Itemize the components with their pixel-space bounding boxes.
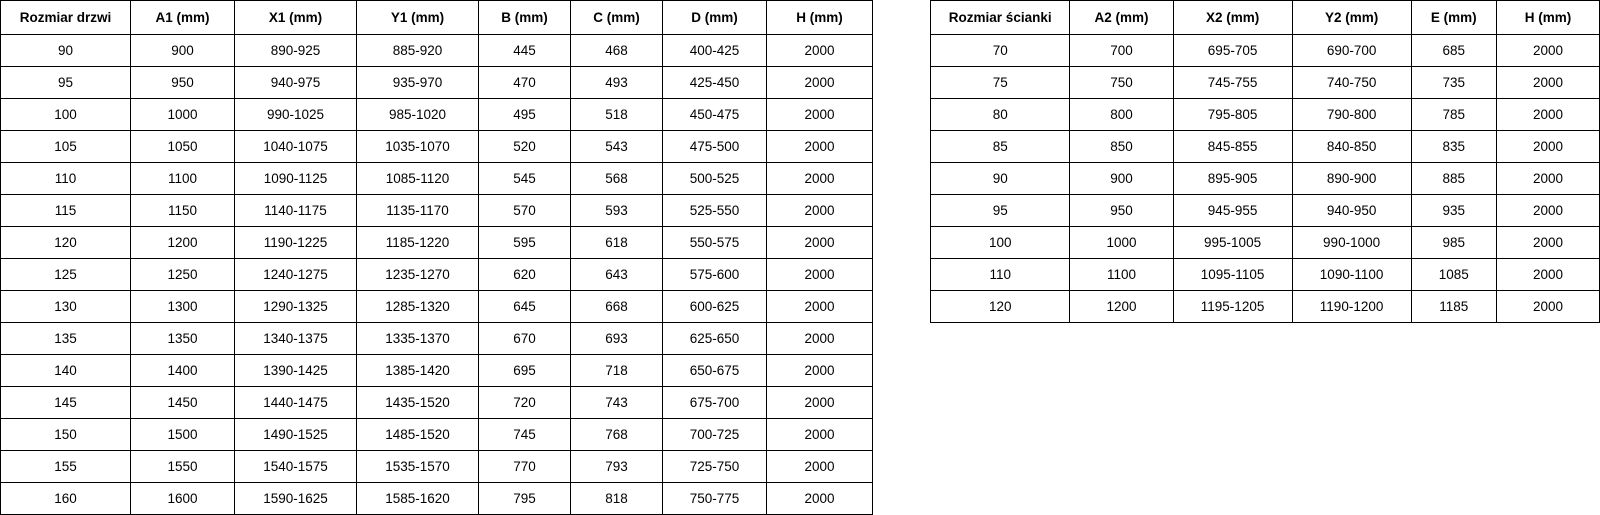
doors-column-header: D (mm) — [663, 1, 767, 35]
table-row — [1, 291, 873, 323]
table-cell: 1040-1075 — [235, 131, 357, 163]
table-cell: 835 — [1411, 131, 1496, 163]
table-row — [1, 387, 873, 419]
walls-column-header: H (mm) — [1496, 1, 1599, 35]
table-cell: 570 — [479, 195, 571, 227]
table-cell: 845-855 — [1173, 131, 1292, 163]
table-row — [931, 291, 1600, 323]
table-cell: 500-525 — [663, 163, 767, 195]
table-cell: 1235-1270 — [357, 259, 479, 291]
table-cell: 593 — [571, 195, 663, 227]
table-cell: 1150 — [131, 195, 235, 227]
table-cell: 670 — [479, 323, 571, 355]
table-cell: 1240-1275 — [235, 259, 357, 291]
table-cell: 750-775 — [663, 483, 767, 515]
table-row — [1, 35, 873, 67]
table-cell: 1095-1105 — [1173, 259, 1292, 291]
table-cell: 690-700 — [1292, 35, 1411, 67]
table-row — [931, 259, 1600, 291]
table-cell: 620 — [479, 259, 571, 291]
table-cell: 1035-1070 — [357, 131, 479, 163]
walls-column-header: Y2 (mm) — [1292, 1, 1411, 35]
table-cell: 685 — [1411, 35, 1496, 67]
table-cell: 600-625 — [663, 291, 767, 323]
table-cell: 1440-1475 — [235, 387, 357, 419]
table-row — [1, 99, 873, 131]
table-row — [1, 451, 873, 483]
table-cell: 1435-1520 — [357, 387, 479, 419]
walls-column-header: Rozmiar ścianki — [931, 1, 1070, 35]
table-cell: 770 — [479, 451, 571, 483]
table-cell: 568 — [571, 163, 663, 195]
table-cell: 740-750 — [1292, 67, 1411, 99]
table-cell: 155 — [1, 451, 131, 483]
table-cell: 1050 — [131, 131, 235, 163]
table-cell: 1385-1420 — [357, 355, 479, 387]
table-cell: 643 — [571, 259, 663, 291]
table-cell: 675-700 — [663, 387, 767, 419]
table-cell: 543 — [571, 131, 663, 163]
table-row — [931, 131, 1600, 163]
table-row — [1, 323, 873, 355]
table-cell: 1350 — [131, 323, 235, 355]
table-cell: 1500 — [131, 419, 235, 451]
table-cell: 1290-1325 — [235, 291, 357, 323]
table-cell: 160 — [1, 483, 131, 515]
table-cell: 1300 — [131, 291, 235, 323]
table-cell: 85 — [931, 131, 1070, 163]
table-header-row — [931, 1, 1600, 35]
table-cell: 890-900 — [1292, 163, 1411, 195]
table-cell: 940-975 — [235, 67, 357, 99]
table-cell: 700 — [1070, 35, 1173, 67]
table-cell: 95 — [931, 195, 1070, 227]
table-row — [931, 35, 1600, 67]
table-cell: 90 — [931, 163, 1070, 195]
table-cell: 1540-1575 — [235, 451, 357, 483]
table-cell: 795 — [479, 483, 571, 515]
table-cell: 2000 — [767, 99, 873, 131]
table-cell: 2000 — [1496, 195, 1599, 227]
table-cell: 900 — [131, 35, 235, 67]
table-row — [1, 483, 873, 515]
table-row — [1, 195, 873, 227]
table-cell: 768 — [571, 419, 663, 451]
table-cell: 1085-1120 — [357, 163, 479, 195]
doors-column-header: Y1 (mm) — [357, 1, 479, 35]
table-cell: 90 — [1, 35, 131, 67]
table-cell: 618 — [571, 227, 663, 259]
table-cell: 2000 — [1496, 291, 1599, 323]
table-cell: 1190-1200 — [1292, 291, 1411, 323]
table-cell: 2000 — [767, 355, 873, 387]
table-row — [931, 163, 1600, 195]
table-cell: 1600 — [131, 483, 235, 515]
table-cell: 725-750 — [663, 451, 767, 483]
walls-table-head — [931, 1, 1600, 35]
table-cell: 470 — [479, 67, 571, 99]
table-cell: 525-550 — [663, 195, 767, 227]
doors-column-header: H (mm) — [767, 1, 873, 35]
table-row — [1, 67, 873, 99]
table-cell: 995-1005 — [1173, 227, 1292, 259]
doors-column-header: A1 (mm) — [131, 1, 235, 35]
table-cell: 695 — [479, 355, 571, 387]
walls-dimensions-table — [930, 0, 1600, 323]
table-cell: 2000 — [767, 195, 873, 227]
table-cell: 95 — [1, 67, 131, 99]
table-cell: 850 — [1070, 131, 1173, 163]
table-cell: 545 — [479, 163, 571, 195]
table-cell: 985 — [1411, 227, 1496, 259]
table-cell: 2000 — [767, 291, 873, 323]
table-cell: 700-725 — [663, 419, 767, 451]
doors-table-head — [1, 1, 873, 35]
table-cell: 625-650 — [663, 323, 767, 355]
table-row — [1, 131, 873, 163]
table-cell: 140 — [1, 355, 131, 387]
table-cell: 1490-1525 — [235, 419, 357, 451]
table-cell: 2000 — [767, 131, 873, 163]
table-cell: 2000 — [1496, 35, 1599, 67]
table-cell: 985-1020 — [357, 99, 479, 131]
table-cell: 645 — [479, 291, 571, 323]
table-cell: 745 — [479, 419, 571, 451]
table-cell: 1340-1375 — [235, 323, 357, 355]
doors-column-header: X1 (mm) — [235, 1, 357, 35]
table-cell: 1485-1520 — [357, 419, 479, 451]
table-cell: 650-675 — [663, 355, 767, 387]
table-cell: 1185-1220 — [357, 227, 479, 259]
table-cell: 1090-1100 — [1292, 259, 1411, 291]
table-cell: 2000 — [1496, 259, 1599, 291]
table-cell: 900 — [1070, 163, 1173, 195]
table-cell: 1450 — [131, 387, 235, 419]
table-cell: 1590-1625 — [235, 483, 357, 515]
table-row — [931, 195, 1600, 227]
table-cell: 785 — [1411, 99, 1496, 131]
table-cell: 720 — [479, 387, 571, 419]
table-cell: 2000 — [767, 35, 873, 67]
doors-table-body — [1, 35, 873, 515]
walls-column-header: E (mm) — [1411, 1, 1496, 35]
doors-column-header: B (mm) — [479, 1, 571, 35]
table-cell: 400-425 — [663, 35, 767, 67]
table-cell: 468 — [571, 35, 663, 67]
table-cell: 2000 — [1496, 163, 1599, 195]
table-cell: 693 — [571, 323, 663, 355]
table-cell: 2000 — [767, 451, 873, 483]
table-cell: 1000 — [131, 99, 235, 131]
table-cell: 1000 — [1070, 227, 1173, 259]
table-cell: 750 — [1070, 67, 1173, 99]
table-cell: 475-500 — [663, 131, 767, 163]
table-cell: 493 — [571, 67, 663, 99]
table-cell: 105 — [1, 131, 131, 163]
table-cell: 1390-1425 — [235, 355, 357, 387]
table-cell: 935 — [1411, 195, 1496, 227]
table-cell: 120 — [1, 227, 131, 259]
table-cell: 145 — [1, 387, 131, 419]
table-cell: 450-475 — [663, 99, 767, 131]
table-cell: 110 — [931, 259, 1070, 291]
table-cell: 840-850 — [1292, 131, 1411, 163]
table-cell: 80 — [931, 99, 1070, 131]
table-cell: 575-600 — [663, 259, 767, 291]
table-cell: 2000 — [1496, 227, 1599, 259]
table-cell: 1085 — [1411, 259, 1496, 291]
table-cell: 2000 — [767, 323, 873, 355]
walls-table-container — [930, 0, 1600, 323]
table-cell: 2000 — [767, 483, 873, 515]
table-cell: 940-950 — [1292, 195, 1411, 227]
table-cell: 120 — [931, 291, 1070, 323]
table-cell: 950 — [1070, 195, 1173, 227]
table-cell: 1285-1320 — [357, 291, 479, 323]
table-cell: 885 — [1411, 163, 1496, 195]
table-cell: 2000 — [767, 67, 873, 99]
table-cell: 445 — [479, 35, 571, 67]
table-cell: 1535-1570 — [357, 451, 479, 483]
table-cell: 1140-1175 — [235, 195, 357, 227]
table-cell: 100 — [1, 99, 131, 131]
table-cell: 2000 — [1496, 67, 1599, 99]
table-row — [931, 67, 1600, 99]
table-cell: 1585-1620 — [357, 483, 479, 515]
table-row — [1, 163, 873, 195]
table-cell: 1190-1225 — [235, 227, 357, 259]
doors-column-header: C (mm) — [571, 1, 663, 35]
table-cell: 1185 — [1411, 291, 1496, 323]
table-cell: 1090-1125 — [235, 163, 357, 195]
table-cell: 743 — [571, 387, 663, 419]
table-cell: 2000 — [767, 259, 873, 291]
table-cell: 793 — [571, 451, 663, 483]
table-cell: 550-575 — [663, 227, 767, 259]
table-cell: 2000 — [1496, 99, 1599, 131]
table-cell: 668 — [571, 291, 663, 323]
table-cell: 735 — [1411, 67, 1496, 99]
table-cell: 1100 — [1070, 259, 1173, 291]
table-cell: 2000 — [767, 419, 873, 451]
table-cell: 895-905 — [1173, 163, 1292, 195]
table-cell: 520 — [479, 131, 571, 163]
table-cell: 990-1000 — [1292, 227, 1411, 259]
table-cell: 75 — [931, 67, 1070, 99]
table-cell: 2000 — [767, 227, 873, 259]
table-cell: 2000 — [1496, 131, 1599, 163]
table-cell: 885-920 — [357, 35, 479, 67]
table-row — [931, 99, 1600, 131]
table-cell: 790-800 — [1292, 99, 1411, 131]
table-header-row — [1, 1, 873, 35]
table-cell: 1195-1205 — [1173, 291, 1292, 323]
table-row — [1, 355, 873, 387]
table-cell: 890-925 — [235, 35, 357, 67]
table-cell: 135 — [1, 323, 131, 355]
table-cell: 2000 — [767, 387, 873, 419]
table-cell: 70 — [931, 35, 1070, 67]
walls-column-header: X2 (mm) — [1173, 1, 1292, 35]
table-cell: 945-955 — [1173, 195, 1292, 227]
table-cell: 695-705 — [1173, 35, 1292, 67]
table-row — [931, 227, 1600, 259]
table-cell: 990-1025 — [235, 99, 357, 131]
walls-column-header: A2 (mm) — [1070, 1, 1173, 35]
table-cell: 1200 — [131, 227, 235, 259]
table-cell: 425-450 — [663, 67, 767, 99]
table-cell: 125 — [1, 259, 131, 291]
table-cell: 495 — [479, 99, 571, 131]
doors-column-header: Rozmiar drzwi — [1, 1, 131, 35]
table-cell: 518 — [571, 99, 663, 131]
table-cell: 935-970 — [357, 67, 479, 99]
table-cell: 595 — [479, 227, 571, 259]
table-row — [1, 227, 873, 259]
table-cell: 795-805 — [1173, 99, 1292, 131]
table-cell: 1335-1370 — [357, 323, 479, 355]
table-cell: 1400 — [131, 355, 235, 387]
table-cell: 1100 — [131, 163, 235, 195]
table-cell: 745-755 — [1173, 67, 1292, 99]
table-cell: 110 — [1, 163, 131, 195]
table-cell: 1550 — [131, 451, 235, 483]
walls-table-body — [931, 35, 1600, 323]
table-cell: 1250 — [131, 259, 235, 291]
table-cell: 718 — [571, 355, 663, 387]
table-row — [1, 419, 873, 451]
table-cell: 1135-1170 — [357, 195, 479, 227]
table-cell: 150 — [1, 419, 131, 451]
table-cell: 115 — [1, 195, 131, 227]
table-cell: 950 — [131, 67, 235, 99]
table-row — [1, 259, 873, 291]
table-cell: 800 — [1070, 99, 1173, 131]
table-cell: 818 — [571, 483, 663, 515]
table-cell: 1200 — [1070, 291, 1173, 323]
table-cell: 2000 — [767, 163, 873, 195]
table-cell: 100 — [931, 227, 1070, 259]
table-cell: 130 — [1, 291, 131, 323]
